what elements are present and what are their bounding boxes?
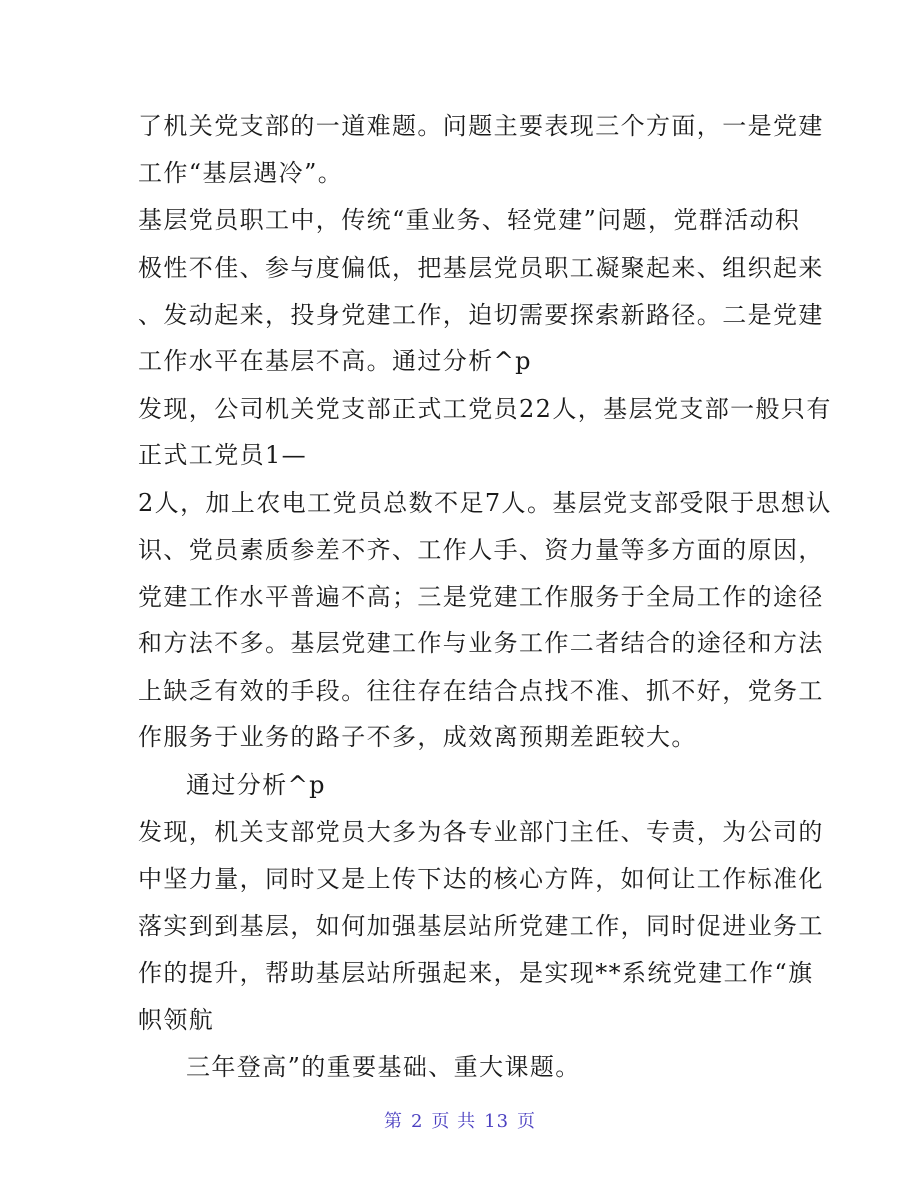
text-line-13: 上缺乏有效的手段。往往存在结合点找不准、抓不好，党务工: [138, 677, 824, 705]
text-line-2: 工作“基层遇冷”。: [138, 159, 344, 187]
text-line-10: 识、党员素质参差不齐、工作人手、资力量等多方面的原因，: [138, 536, 824, 564]
footer-mid: 页 共: [431, 1111, 477, 1132]
footer-total-pages: 13: [484, 1111, 510, 1132]
text-line-18: 落实到到基层，如何加强基层站所党建工作，同时促进业务工: [138, 912, 824, 940]
page-footer: [0, 1110, 920, 1134]
text-line-21: 三年登高”的重要基础、重大课题。: [186, 1053, 581, 1081]
text-line-12: 和方法不多。基层党建工作与业务工作二者结合的途径和方法: [138, 629, 824, 657]
text-line-4: 极性不佳、参与度偏低，把基层党员职工凝聚起来、组织起来: [138, 254, 824, 282]
text-line-7: 发现，公司机关党支部正式工党员22人，基层党支部一般只有: [138, 395, 832, 423]
text-line-16: 发现，机关支部党员大多为各专业部门主任、专责，为公司的: [138, 818, 824, 846]
footer-prefix: 第: [383, 1111, 403, 1132]
text-line-20: 帜领航: [138, 1006, 215, 1034]
text-line-15: 通过分析^p: [186, 771, 326, 799]
text-line-19: 作的提升，帮助基层站所强起来，是实现**系统党建工作“旗: [138, 959, 814, 987]
footer-suffix: 页: [517, 1111, 537, 1132]
text-line-17: 中坚力量，同时又是上传下达的核心方阵，如何让工作标准化: [138, 865, 824, 893]
text-line-1: 了机关党支部的一道难题。问题主要表现三个方面，一是党建: [138, 112, 824, 140]
footer-page-number: 2: [410, 1111, 424, 1132]
text-line-8: 正式工党员1—: [138, 441, 308, 469]
text-line-3: 基层党员职工中，传统“重业务、轻党建”问题，党群活动积: [138, 206, 801, 234]
text-line-6: 工作水平在基层不高。通过分析^p: [138, 347, 532, 375]
text-line-5: 、发动起来，投身党建工作，迫切需要探索新路径。二是党建: [138, 301, 824, 329]
text-line-14: 作服务于业务的路子不多，成效离预期差距较大。: [138, 723, 697, 751]
text-line-9: 2人，加上农电工党员总数不足7人。基层党支部受限于思想认: [138, 489, 832, 517]
text-line-11: 党建工作水平普遍不高；三是党建工作服务于全局工作的途径: [138, 583, 824, 611]
